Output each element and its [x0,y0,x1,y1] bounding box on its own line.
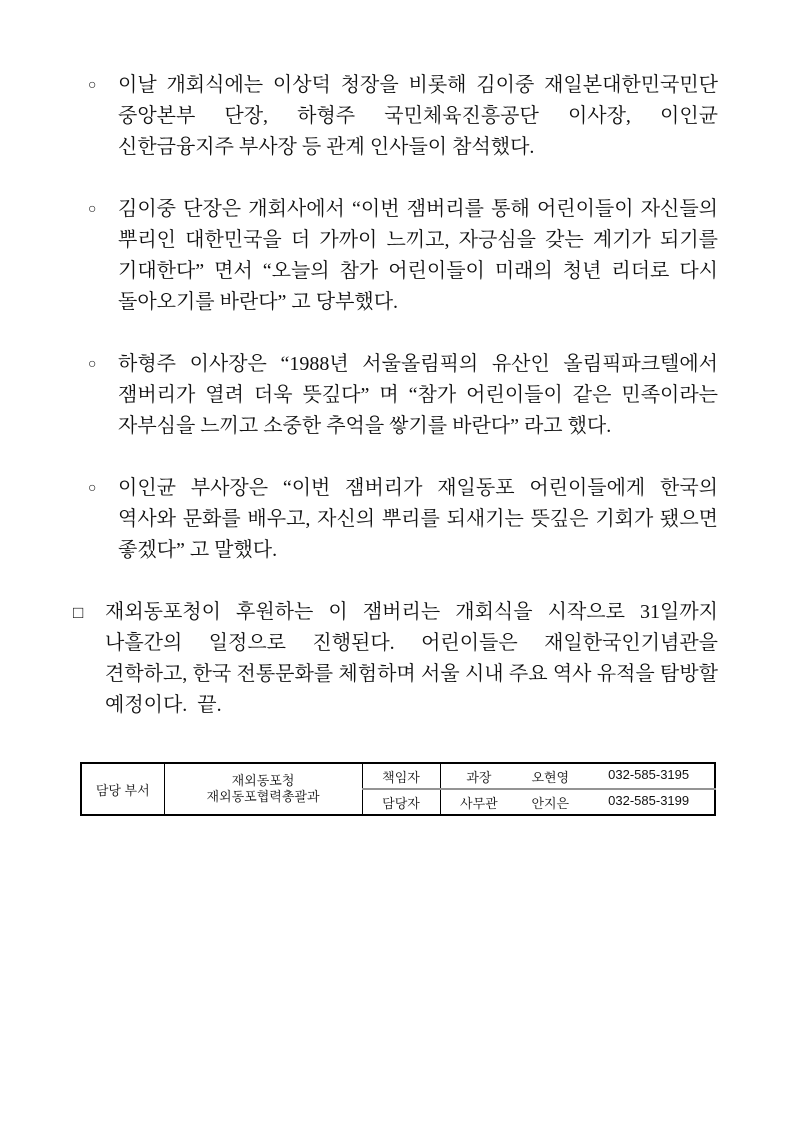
contact-dept-name-cell [164,763,362,815]
contact-position: 사무관 [460,795,498,811]
square-bullet-marker: □ [73,603,84,622]
circle-bullet-marker: ○ [88,202,97,217]
contact-name: 안지은 [531,795,570,811]
contact-phone: 032-585-3199 [608,792,690,808]
paragraph-text: 이인균 부사장은 “이번 잼버리가 재일동포 어린이들에게 한국의 역사와 문화를 배우고, 자신의 뿌리를 되새기는 뜻깊은 기회가 됐으면 좋겠다” 고 말했다. [118,477,718,561]
dept-division-name: 재외동포협력총괄과 [206,789,320,804]
paragraph-kim-remarks [73,194,718,318]
paragraph-lee-remarks [73,473,718,566]
contact-detail-cell [440,789,715,815]
contact-role-cell: 담당자 [362,789,440,815]
paragraph-text: 하형주 이사장은 “1988년 서울올림픽의 유산인 올림픽파크텔에서 잼버리가 열려 더욱 뜻깊다” 며 “참가 어린이들이 같은 민족이라는 자부심을 느끼고 소중한 추억을 쌓기를 바란다” 라고 했다. [118,353,718,437]
contact-phone: 032-585-3195 [608,766,690,782]
table-row [81,763,715,789]
contact-position: 과장 [466,769,492,785]
circle-bullet-marker: ○ [88,357,97,372]
paragraph-schedule [73,597,718,721]
paragraph-text: 김이중 단장은 개회사에서 “이번 잼버리를 통해 어린이들이 자신들의 뿌리인 대한민국을 더 가까이 느끼고, 자긍심을 갖는 계기가 되기를 기대한다” 면서 “오늘의 참가 어린이들이 미래의 청년 리더로 다시 돌아오기를 바란다” 고 당부했다. [118,198,718,313]
contact-role-cell: 책임자 [362,763,440,789]
paragraph-attendees [73,70,718,163]
contact-table-wrapper [80,762,718,816]
dept-agency-name: 재외동포청 [231,773,295,788]
contact-detail-cell [440,763,715,789]
circle-bullet-marker: ○ [88,78,97,93]
contact-dept-header-cell: 담당 부서 [81,763,164,815]
circle-bullet-marker: ○ [88,481,97,496]
contact-name: 오현영 [531,769,570,785]
paragraph-ha-remarks [73,349,718,442]
contact-table [80,762,716,816]
paragraph-text: 재외동포청이 후원하는 이 잼버리는 개회식을 시작으로 31일까지 나흘간의 일정으로 진행된다. 어린이들은 재일한국인기념관을 견학하고, 한국 전통문화를 체험하며 서울 시내 주요 역사 유적을 탐방할 예정이다. 끝. [105,601,718,716]
paragraph-text: 이날 개회식에는 이상덕 청장을 비롯해 김이중 재일본대한민국민단 중앙본부 단장, 하형주 국민체육진흥공단 이사장, 이인균 신한금융지주 부사장 등 관계 인사들이 참석했다. [118,74,718,158]
